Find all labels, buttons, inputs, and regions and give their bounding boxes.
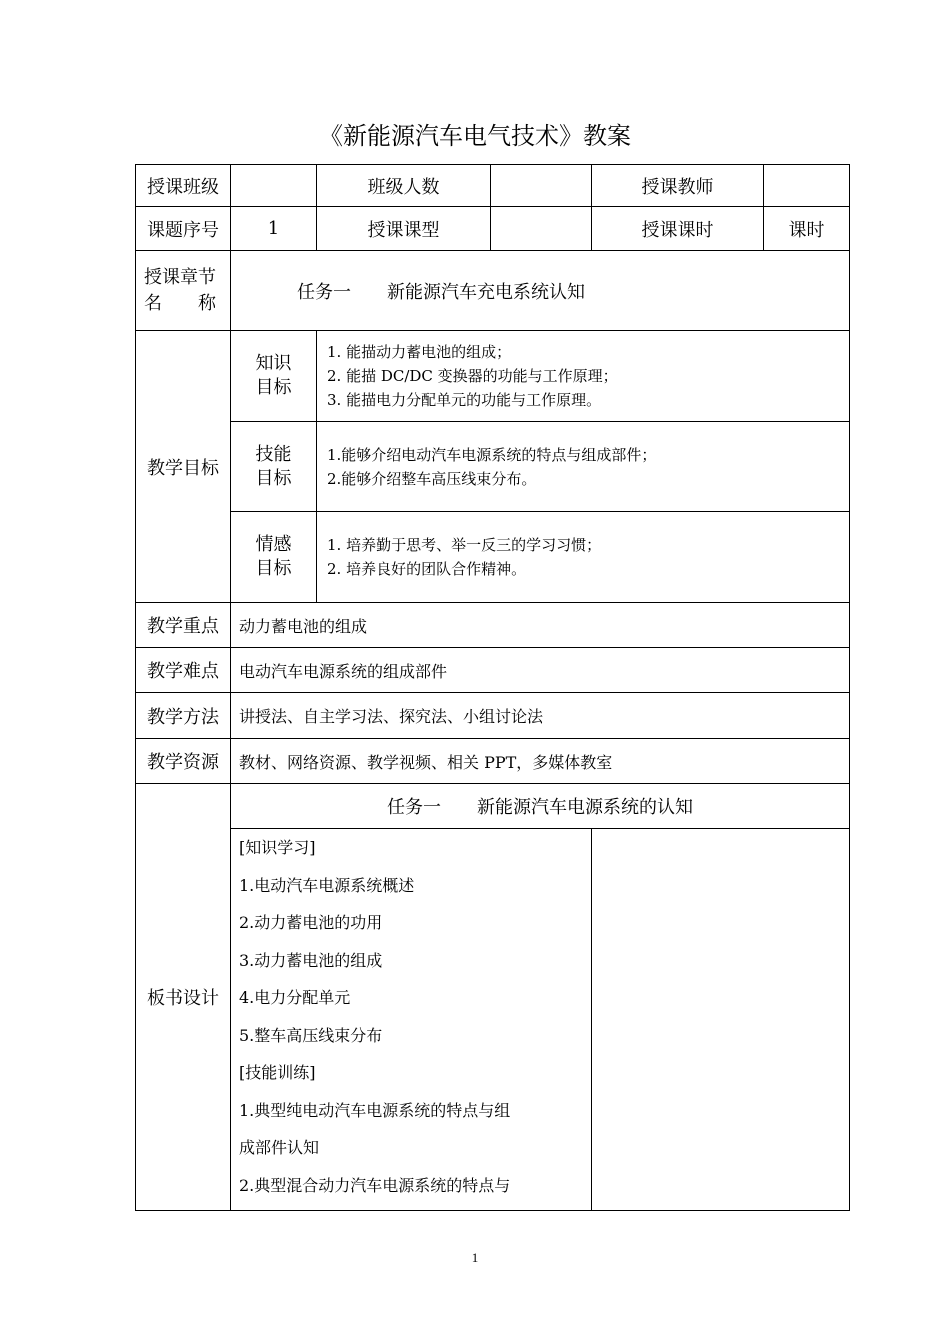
row-key-points <box>136 603 850 648</box>
objectives-label: 教学目标 <box>136 331 231 603</box>
chapter-value: 任务一 新能源汽车充电系统认知 <box>231 251 850 331</box>
seq-label: 课题序号 <box>136 207 231 251</box>
emotion-goal-item: 1. 培养勤于思考、举一反三的学习习惯； <box>327 536 602 554</box>
document-title: 《新能源汽车电气技术》教案 <box>319 122 631 150</box>
knowledge-goal-item: 3. 能描电力分配单元的功能与工作原理。 <box>327 391 602 409</box>
emotion-goal-label-line1: 情感 <box>255 534 292 555</box>
page-number: 1 <box>471 1250 479 1265</box>
row-resources <box>136 739 850 784</box>
class-value <box>231 165 317 207</box>
type-label: 授课课型 <box>317 207 491 251</box>
board-line: 5.整车高压线束分布 <box>239 1025 383 1045</box>
skill-goal-label-line2: 目标 <box>255 467 292 489</box>
skill-goal-item: 1.能够介绍电动汽车电源系统的特点与组成部件； <box>327 445 657 464</box>
row-board-title <box>136 784 850 829</box>
board-line: 1.电动汽车电源系统概述 <box>239 875 415 895</box>
knowledge-goal-item: 2. 能描 DC/DC 变换器的功能与工作原理； <box>327 367 618 385</box>
type-value <box>491 207 592 251</box>
row-class-info <box>136 165 850 207</box>
board-left-column <box>231 829 592 1211</box>
difficulties-value: 电动汽车电源系统的组成部件 <box>231 648 850 693</box>
skill-goal-item: 2.能够介绍整车高压线束分布。 <box>327 469 537 488</box>
board-line: [技能训练] <box>239 1063 316 1082</box>
skill-goal-label-line1: 技能 <box>255 443 292 465</box>
row-difficulties <box>136 648 850 693</box>
board-line: 3.动力蓄电池的组成 <box>239 950 383 970</box>
row-skill-goal <box>136 422 850 512</box>
resources-value: 教材、网络资源、教学视频、相关 PPT，多媒体教室 <box>231 739 850 784</box>
knowledge-goal-label-line1: 知识 <box>255 353 292 374</box>
row-knowledge-goal <box>136 331 850 422</box>
lesson-plan-table <box>135 164 850 1211</box>
row-seq-info <box>136 207 850 251</box>
resources-label: 教学资源 <box>136 739 231 784</box>
chapter-label-line2: 名 称 <box>144 292 216 314</box>
hours-label: 授课课时 <box>592 207 764 251</box>
knowledge-goal-label-line2: 目标 <box>255 377 292 398</box>
hours-value: 课时 <box>764 207 850 251</box>
count-value <box>491 165 592 207</box>
key-points-value: 动力蓄电池的组成 <box>231 603 850 648</box>
board-line: 4.电力分配单元 <box>239 988 351 1007</box>
key-points-label: 教学重点 <box>136 603 231 648</box>
board-line: 1.典型纯电动汽车电源系统的特点与组 <box>239 1100 511 1120</box>
skill-goal-label <box>231 422 317 512</box>
difficulties-label: 教学难点 <box>136 648 231 693</box>
emotion-goal-label <box>231 512 317 603</box>
board-line: [知识学习] <box>239 838 316 857</box>
row-board-content <box>136 829 850 1211</box>
knowledge-goal-label <box>231 331 317 422</box>
methods-value: 讲授法、自主学习法、探究法、小组讨论法 <box>231 693 850 739</box>
emotion-goal-list <box>317 512 850 603</box>
board-line: 2.动力蓄电池的功用 <box>239 913 383 932</box>
chapter-label <box>136 251 231 331</box>
chapter-label-line1: 授课章节 <box>144 266 216 288</box>
knowledge-goal-item: 1. 能描动力蓄电池的组成； <box>327 343 512 361</box>
row-methods <box>136 693 850 739</box>
count-label: 班级人数 <box>317 165 491 207</box>
row-chapter <box>136 251 850 331</box>
skill-goal-list <box>317 422 850 512</box>
board-line: 2.典型混合动力汽车电源系统的特点与 <box>239 1175 511 1195</box>
emotion-goal-label-line2: 目标 <box>255 558 292 579</box>
board-right-column <box>592 829 850 1211</box>
seq-value: 1 <box>231 207 317 251</box>
board-line: 成部件认知 <box>239 1138 320 1157</box>
teacher-label: 授课教师 <box>592 165 764 207</box>
row-emotion-goal <box>136 512 850 603</box>
teacher-value <box>764 165 850 207</box>
methods-label: 教学方法 <box>136 693 231 739</box>
knowledge-goal-list <box>317 331 850 422</box>
board-label: 板书设计 <box>136 784 231 1211</box>
class-label: 授课班级 <box>136 165 231 207</box>
board-title: 任务一 新能源汽车电源系统的认知 <box>231 784 850 829</box>
emotion-goal-item: 2. 培养良好的团队合作精神。 <box>327 560 527 578</box>
